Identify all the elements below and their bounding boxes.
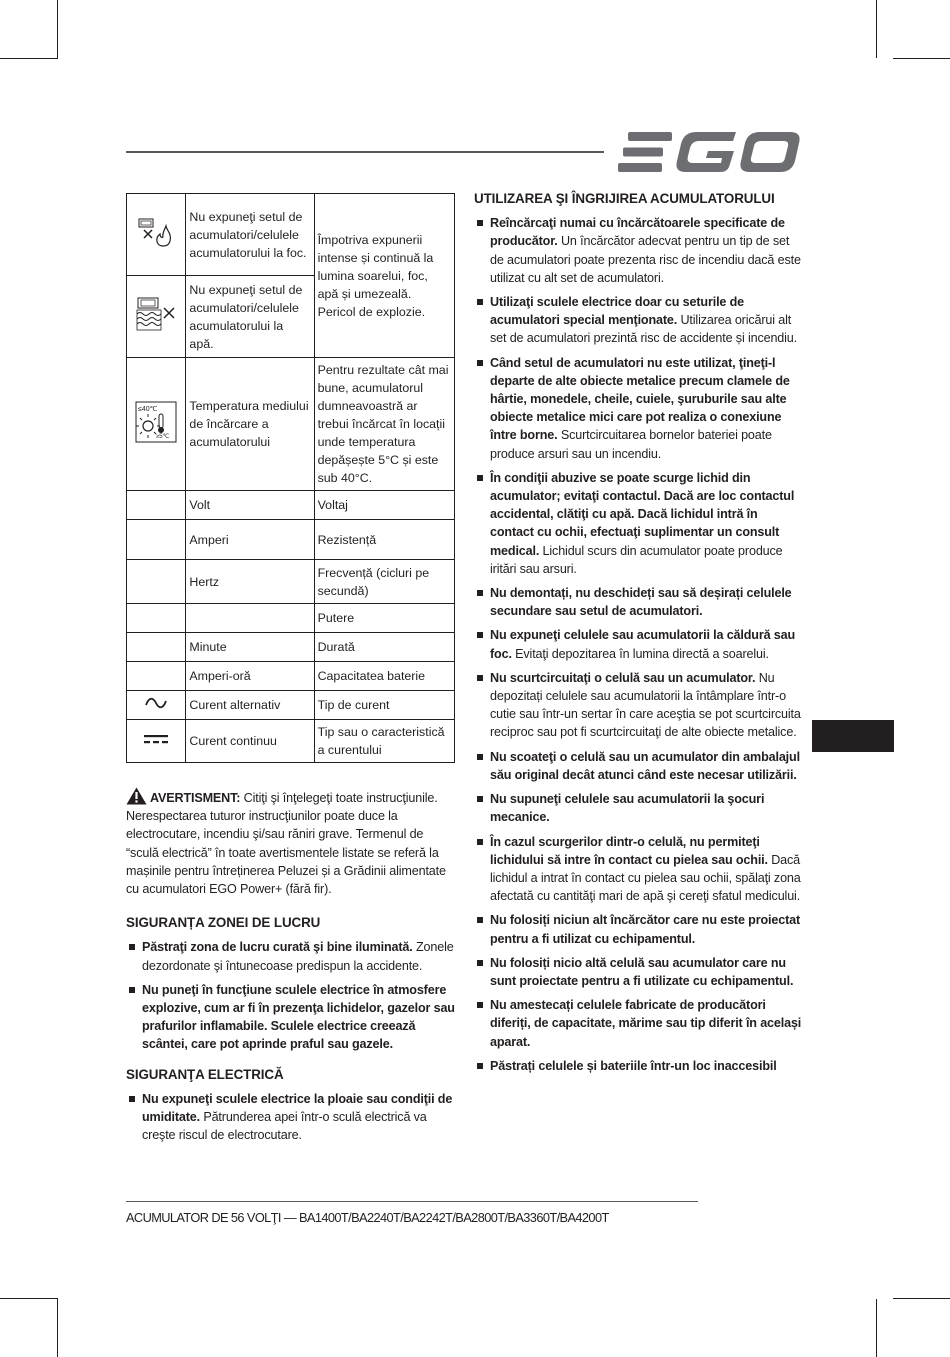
item-bold: Nu expuneţi celulele sau acumulatorii la căldură sau foc. bbox=[490, 628, 796, 661]
item-text: Evitaţi depozitarea în lumina directă a soarelui. bbox=[511, 646, 769, 661]
symbol-cell bbox=[127, 633, 186, 662]
item-bold: Nu puneţi în funcţiune sculele electrice în atmosfere explozive, cum ar fi în prezenţa lichidelor, gazelor sau prafurilor inflamabile. Sculele electrice creează scântei, care pot aprinde praful sau gazele. bbox=[142, 982, 455, 1052]
symbol-term: Amperi-oră bbox=[186, 662, 314, 691]
section-title-battery-use: UTILIZAREA ŞI ÎNGRIJIREA ACUMULATORULUI bbox=[474, 191, 775, 206]
table-row bbox=[127, 491, 455, 520]
crop-mark bbox=[893, 1298, 950, 1299]
no-water-icon bbox=[136, 296, 176, 332]
item-text: Scurtcircuitarea bornelor bateriei poate produce arsuri sau un incendiu. bbox=[490, 428, 772, 461]
section-title-electrical: SIGURANŢA ELECTRICĂ bbox=[126, 1066, 284, 1082]
warning-label: AVERTISMENT: bbox=[150, 791, 241, 805]
crop-mark bbox=[876, 1299, 877, 1357]
list-item bbox=[474, 954, 804, 990]
table-row bbox=[127, 358, 455, 491]
list-item bbox=[474, 354, 804, 463]
symbol-meaning: Tip sau o caracteristică a curentului bbox=[314, 720, 454, 763]
symbol-cell bbox=[127, 691, 186, 720]
temperature-icon bbox=[134, 400, 178, 444]
symbol-meaning: Frecvență (cicluri pe secundă) bbox=[314, 560, 454, 604]
item-text: Dacă lichidul a intrat în contact cu pielea sau ochii, spălaţi zona afectată cu cantităţi mari de apă şi cereţi sfatul medicului. bbox=[490, 852, 801, 904]
direct-current-icon bbox=[143, 732, 169, 746]
item-text: Un încărcător adecvat pentru un tip de set de acumulatori poate prezenta risc de incendiu dacă este utilizat cu alt set de acumulatori. bbox=[490, 234, 801, 285]
symbols-table bbox=[126, 193, 455, 763]
crop-mark bbox=[0, 58, 58, 59]
symbol-term: Nu expuneţi setul de acumulatori/celulele acumulatorului la foc. bbox=[186, 194, 314, 276]
symbol-meaning: Împotriva expunerii intense și continuă la lumina soarelui, foc, apă și umezeală. Pericol de explozie. bbox=[314, 194, 454, 358]
section-title-work-area: SIGURANȚA ZONEI DE LUCRU bbox=[126, 915, 321, 931]
item-bold: Când setul de acumulatori nu este utilizat, ţineţi-l departe de alte obiecte metalice precum clamele de hârtie, monedele, cheile, cuiele, şuruburile sau alte obiecte metalice mici care pot realiza o conexiune între borne. bbox=[490, 355, 790, 443]
crop-mark bbox=[57, 1299, 58, 1357]
symbol-term: Amperi bbox=[186, 520, 314, 560]
temp-label-top: ≤40℃ bbox=[137, 405, 158, 413]
symbol-meaning: Pentru rezultate cât mai bune, acumulatorul dumneavoastră ar trebui încărcat în locații unde temperatura depășește 5°C și este sub 40°C. bbox=[314, 358, 454, 491]
warning-block bbox=[126, 787, 456, 898]
right-column bbox=[474, 190, 804, 1081]
item-bold: Reîncărcaţi numai cu încărcătoarele specificate de producător. bbox=[490, 216, 785, 249]
list-item bbox=[474, 748, 804, 784]
crop-mark bbox=[0, 1298, 58, 1299]
table-row bbox=[127, 194, 455, 276]
list-item bbox=[126, 981, 456, 1054]
symbol-meaning: Capacitatea baterie bbox=[314, 662, 454, 691]
symbol-cell bbox=[127, 662, 186, 691]
table-row bbox=[127, 720, 455, 763]
list-item bbox=[474, 833, 804, 906]
table-row bbox=[127, 633, 455, 662]
item-bold: Utilizaţi sculele electrice doar cu seturile de acumulatori special menţionate. bbox=[490, 295, 745, 328]
language-tab bbox=[812, 720, 894, 752]
header-rule bbox=[126, 151, 604, 153]
footer-rule bbox=[126, 1201, 698, 1202]
no-fire-icon bbox=[138, 216, 174, 248]
table-row bbox=[127, 520, 455, 560]
item-bold: Nu scurtcircuitaţi o celulă sau un acumulator. bbox=[490, 670, 756, 685]
ego-logo bbox=[618, 132, 800, 172]
item-bold: În cazul scurgerilor dintr-o celulă, nu permiteţi lichidului să intre în contact cu pielea sau ochii. bbox=[490, 834, 768, 867]
item-bold: Nu scoateţi o celulă sau un acumulator din ambalajul său original decât atunci când este necesar utilizării. bbox=[490, 749, 800, 782]
battery-use-list bbox=[474, 214, 804, 1075]
symbol-term: Minute bbox=[186, 633, 314, 662]
list-item bbox=[474, 911, 804, 947]
item-bold: Nu amestecați celulele fabricate de producători diferiți, de capacitate, mărime sau tip diferit în același aparat. bbox=[490, 998, 802, 1049]
symbol-meaning: Putere bbox=[314, 604, 454, 633]
symbol-term: Curent continuu bbox=[186, 720, 314, 763]
list-item bbox=[474, 626, 804, 662]
item-text: Pătrunderea apei într-o sculă electrică va creşte riscul de electrocutare. bbox=[142, 1110, 427, 1143]
symbol-cell bbox=[127, 720, 186, 763]
list-item bbox=[474, 584, 804, 620]
table-row bbox=[127, 604, 455, 633]
list-item bbox=[126, 938, 456, 974]
item-text: Zonele dezordonate şi întunecoase predispun la accidente. bbox=[142, 940, 454, 973]
item-text: Utilizarea oricărui alt set de acumulatori prezintă risc de accidente și incendiu. bbox=[490, 313, 798, 346]
item-bold: Nu folosiți niciun alt încărcător care nu este proiectat pentru a fi utilizat cu echipamentul. bbox=[490, 913, 801, 946]
crop-mark bbox=[876, 0, 877, 58]
symbol-cell bbox=[127, 520, 186, 560]
list-item bbox=[474, 293, 804, 348]
table-row bbox=[127, 662, 455, 691]
crop-mark bbox=[893, 58, 950, 59]
item-bold: Nu expuneţi sculele electrice la ploaie sau condiţii de umiditate. bbox=[142, 1091, 453, 1125]
item-bold: Nu supuneţi celulele sau acumulatorii la şocuri mecanice. bbox=[490, 792, 765, 825]
temp-label-bottom: ≥5℃ bbox=[155, 433, 170, 440]
symbol-cell bbox=[127, 358, 186, 491]
list-item bbox=[474, 669, 804, 742]
symbol-term bbox=[186, 604, 314, 633]
symbol-term: Curent alternativ bbox=[186, 691, 314, 720]
item-bold: Păstrați celulele și bateriile într-un loc inaccesibil bbox=[490, 1058, 777, 1073]
table-row bbox=[127, 691, 455, 720]
crop-mark bbox=[57, 0, 58, 58]
list-item bbox=[474, 214, 804, 287]
list-item bbox=[474, 1057, 804, 1075]
symbol-cell bbox=[127, 491, 186, 520]
item-bold: Nu demontați, nu deschideți sau să deșirați celulele secundare sau setul de acumulatori. bbox=[490, 586, 792, 619]
list-item bbox=[126, 1090, 456, 1145]
table-row bbox=[127, 560, 455, 604]
warning-text: Citiţi şi înţelegeţi toate instrucţiunile. Nerespectarea tuturor instrucţiunilor poate duce la electrocutare, incendiu şi/sau răniri grave. Termenul de “sculă electrică” în toate avertismentele listate se referă la mașinile pentru întreținerea Peluzei și a Grădinii alimentate cu acumulatori EGO Power+ (fără fir). bbox=[126, 791, 446, 897]
symbol-term: Volt bbox=[186, 491, 314, 520]
item-text: Lichidul scurs din acumulator poate produce iritări sau arsuri. bbox=[490, 543, 783, 576]
list-item bbox=[474, 469, 804, 578]
symbol-term: Temperatura mediului de încărcare a acumulatorului bbox=[186, 358, 314, 491]
item-text: Nu depozitați celulele sau acumulatorii la întâmplare într-o cutie sau într-un sertar în care aceştia se pot scurtcircuita reciproc sau pot fi scurtcircuitaţi de alte obiecte metalice. bbox=[490, 670, 801, 740]
warning-icon bbox=[126, 787, 147, 805]
symbol-term: Hertz bbox=[186, 560, 314, 604]
symbol-term: Nu expuneţi setul de acumulatori/celulele acumulatorului la apă. bbox=[186, 276, 314, 358]
symbol-meaning: Voltaj bbox=[314, 491, 454, 520]
symbol-meaning: Rezistență bbox=[314, 520, 454, 560]
electrical-list bbox=[126, 1090, 456, 1145]
item-bold: În condiţii abuzive se poate scurge lichid din acumulator; evitaţi contactul. Dacă are loc contactul accidental, clătiţi cu apă. Dacă lichidul intră în contact cu ochii, efectuaţi suplimentar un consult medical. bbox=[490, 470, 795, 558]
list-item bbox=[474, 996, 804, 1051]
symbol-cell bbox=[127, 604, 186, 633]
item-bold: Păstraţi zona de lucru curată şi bine iluminată. bbox=[142, 940, 413, 955]
item-bold: Nu folosiți nicio altă celulă sau acumulator care nu sunt proiectate pentru a fi utilizate cu echipamentul. bbox=[490, 955, 794, 988]
symbol-cell bbox=[127, 560, 186, 604]
symbol-meaning: Tip de curent bbox=[314, 691, 454, 720]
symbol-cell bbox=[127, 276, 186, 358]
alternating-current-icon bbox=[144, 696, 168, 710]
symbol-cell bbox=[127, 194, 186, 276]
left-column bbox=[126, 787, 456, 1150]
warning-paragraph bbox=[126, 787, 456, 898]
list-item bbox=[474, 790, 804, 826]
page-footer: ACUMULATOR DE 56 VOLŢI — BA1400T/BA2240T/BA2242T/BA2800T/BA3360T/BA4200T bbox=[126, 1210, 609, 1225]
work-area-list bbox=[126, 938, 456, 1053]
symbol-meaning: Durată bbox=[314, 633, 454, 662]
